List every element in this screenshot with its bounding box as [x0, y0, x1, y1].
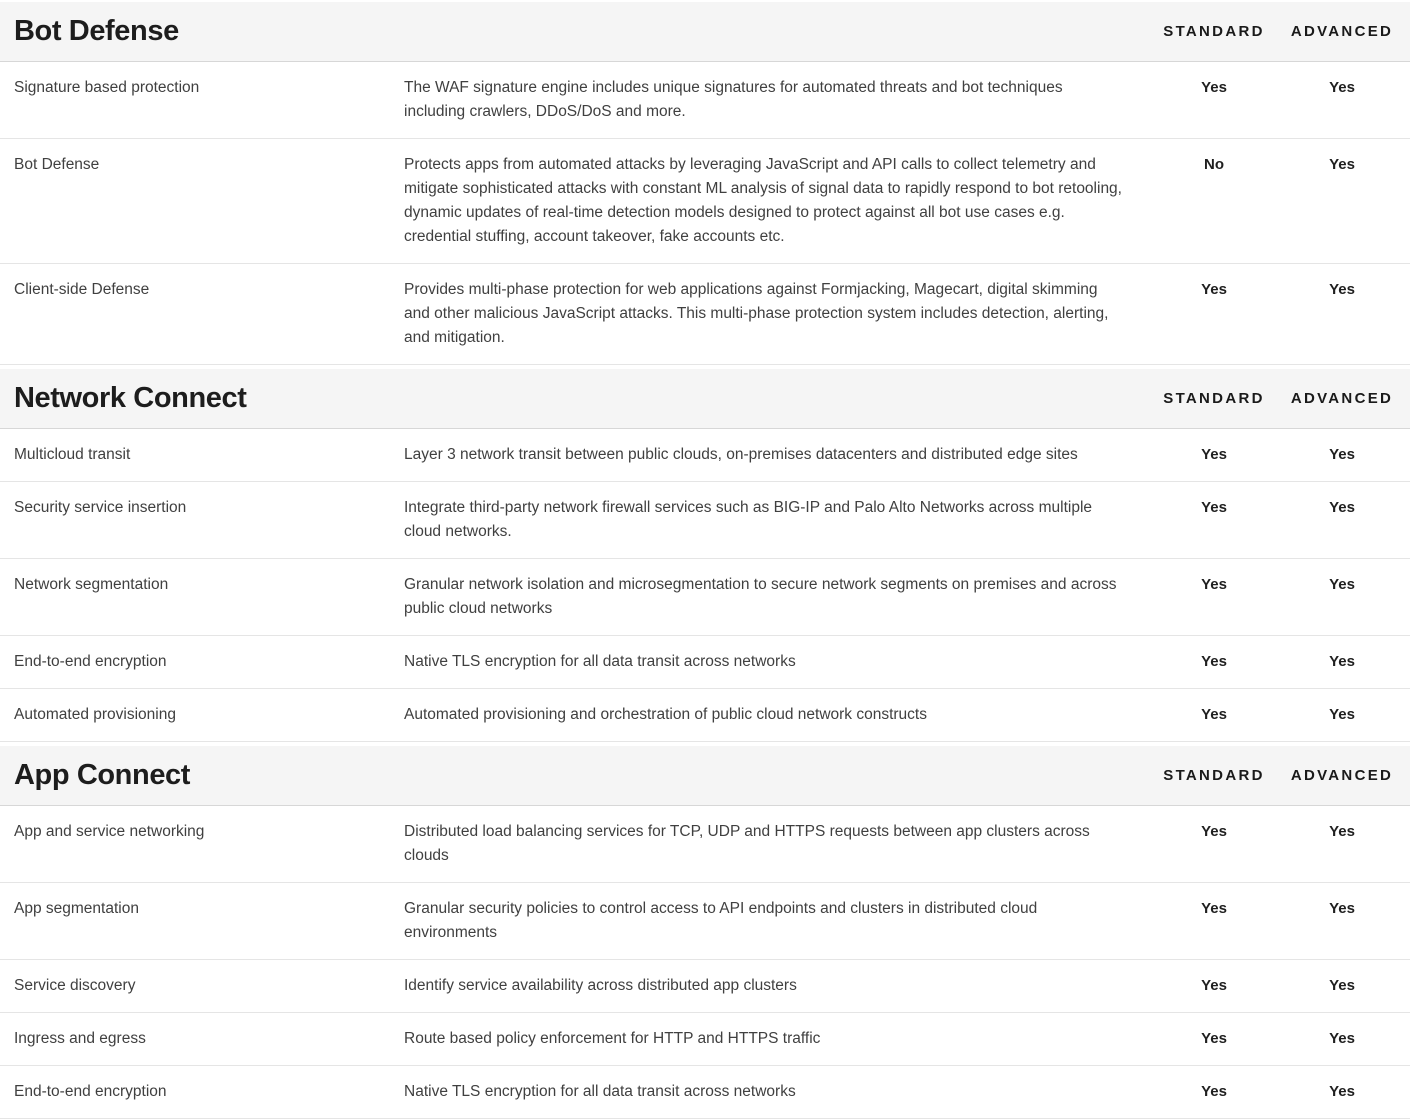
feature-name: Service discovery [14, 977, 136, 994]
feature-name: Automated provisioning [14, 706, 176, 723]
section-title: Network Connect [14, 382, 247, 414]
feature-row [0, 264, 1410, 365]
advanced-value: Yes [1329, 653, 1355, 670]
standard-value: No [1204, 156, 1224, 173]
feature-description: Layer 3 network transit between public clouds, on-premises datacenters and distributed edge sites [404, 446, 1078, 463]
feature-description: Integrate third-party network firewall services such as BIG-IP and Palo Alto Networks across multiple cloud networks. [404, 499, 1093, 540]
standard-value: Yes [1201, 900, 1227, 917]
standard-value: Yes [1201, 281, 1227, 298]
feature-row [0, 960, 1410, 1013]
advanced-value: Yes [1329, 281, 1355, 298]
feature-name: Client-side Defense [14, 281, 150, 298]
feature-name: End-to-end encryption [14, 1083, 167, 1100]
feature-row [0, 806, 1410, 883]
feature-section [0, 2, 1410, 365]
advanced-value: Yes [1329, 823, 1355, 840]
column-header-advanced: ADVANCED [1290, 23, 1394, 40]
advanced-value: Yes [1329, 977, 1355, 994]
advanced-value: Yes [1329, 156, 1355, 173]
advanced-value: Yes [1329, 576, 1355, 593]
feature-description: Distributed load balancing services for TCP, UDP and HTTPS requests between app clusters across clouds [404, 823, 1090, 864]
advanced-value: Yes [1329, 1083, 1355, 1100]
feature-name: Bot Defense [14, 156, 100, 173]
standard-value: Yes [1201, 977, 1227, 994]
feature-name: End-to-end encryption [14, 653, 167, 670]
feature-description: Granular network isolation and microsegmentation to secure network segments on premises and across public cloud networks [404, 576, 1117, 617]
feature-row [0, 559, 1410, 636]
feature-name: Multicloud transit [14, 446, 131, 463]
column-header-advanced: ADVANCED [1290, 767, 1394, 784]
standard-value: Yes [1201, 1030, 1227, 1047]
advanced-value: Yes [1329, 706, 1355, 723]
standard-value: Yes [1201, 653, 1227, 670]
feature-description: Protects apps from automated attacks by leveraging JavaScript and API calls to collect telemetry and mitigate sophisticated attacks with constant ML analysis of signal data to rapidly respond to bot retooling, dynamic updates of real-time detection models designed to protect against all bot use cases e.g. credential stuffing, account takeover, fake accounts etc. [404, 156, 1122, 245]
feature-description: Native TLS encryption for all data transit across networks [404, 653, 796, 670]
feature-description: Granular security policies to control access to API endpoints and clusters in distributed cloud environments [404, 900, 1038, 941]
standard-value: Yes [1201, 499, 1227, 516]
feature-row [0, 1066, 1410, 1119]
advanced-value: Yes [1329, 1030, 1355, 1047]
section-rows [0, 62, 1410, 365]
column-header-standard: STANDARD [1163, 23, 1265, 40]
feature-row [0, 1013, 1410, 1066]
standard-value: Yes [1201, 706, 1227, 723]
standard-value: Yes [1201, 823, 1227, 840]
feature-section [0, 746, 1410, 1119]
advanced-value: Yes [1329, 900, 1355, 917]
feature-row [0, 62, 1410, 139]
feature-description: Automated provisioning and orchestration of public cloud network constructs [404, 706, 927, 723]
section-title: Bot Defense [14, 15, 179, 47]
feature-comparison-table [0, 2, 1410, 1119]
feature-description: The WAF signature engine includes unique signatures for automated threats and bot techniques including crawlers, DDoS/DoS and more. [404, 79, 1063, 120]
section-header [0, 369, 1410, 429]
column-header-standard: STANDARD [1163, 767, 1265, 784]
feature-description: Identify service availability across distributed app clusters [404, 977, 797, 994]
feature-row [0, 429, 1410, 482]
advanced-value: Yes [1329, 79, 1355, 96]
feature-description: Native TLS encryption for all data transit across networks [404, 1083, 796, 1100]
section-header [0, 746, 1410, 806]
feature-name: App and service networking [14, 823, 205, 840]
standard-value: Yes [1201, 1083, 1227, 1100]
standard-value: Yes [1201, 79, 1227, 96]
feature-row [0, 139, 1410, 264]
feature-section [0, 369, 1410, 742]
feature-description: Provides multi-phase protection for web applications against Formjacking, Magecart, digital skimming and other malicious JavaScript attacks. This multi-phase protection system includes detection, alerting, and mitigation. [404, 281, 1109, 346]
feature-row [0, 636, 1410, 689]
section-rows [0, 806, 1410, 1119]
feature-name: Network segmentation [14, 576, 169, 593]
section-header [0, 2, 1410, 62]
feature-row [0, 689, 1410, 742]
feature-name: Signature based protection [14, 79, 200, 96]
advanced-value: Yes [1329, 446, 1355, 463]
standard-value: Yes [1201, 576, 1227, 593]
feature-name: App segmentation [14, 900, 139, 917]
feature-row [0, 482, 1410, 559]
feature-name: Ingress and egress [14, 1030, 146, 1047]
feature-name: Security service insertion [14, 499, 187, 516]
column-header-standard: STANDARD [1163, 390, 1265, 407]
section-title: App Connect [14, 759, 191, 791]
advanced-value: Yes [1329, 499, 1355, 516]
section-rows [0, 429, 1410, 742]
feature-description: Route based policy enforcement for HTTP and HTTPS traffic [404, 1030, 821, 1047]
standard-value: Yes [1201, 446, 1227, 463]
column-header-advanced: ADVANCED [1290, 390, 1394, 407]
feature-row [0, 883, 1410, 960]
